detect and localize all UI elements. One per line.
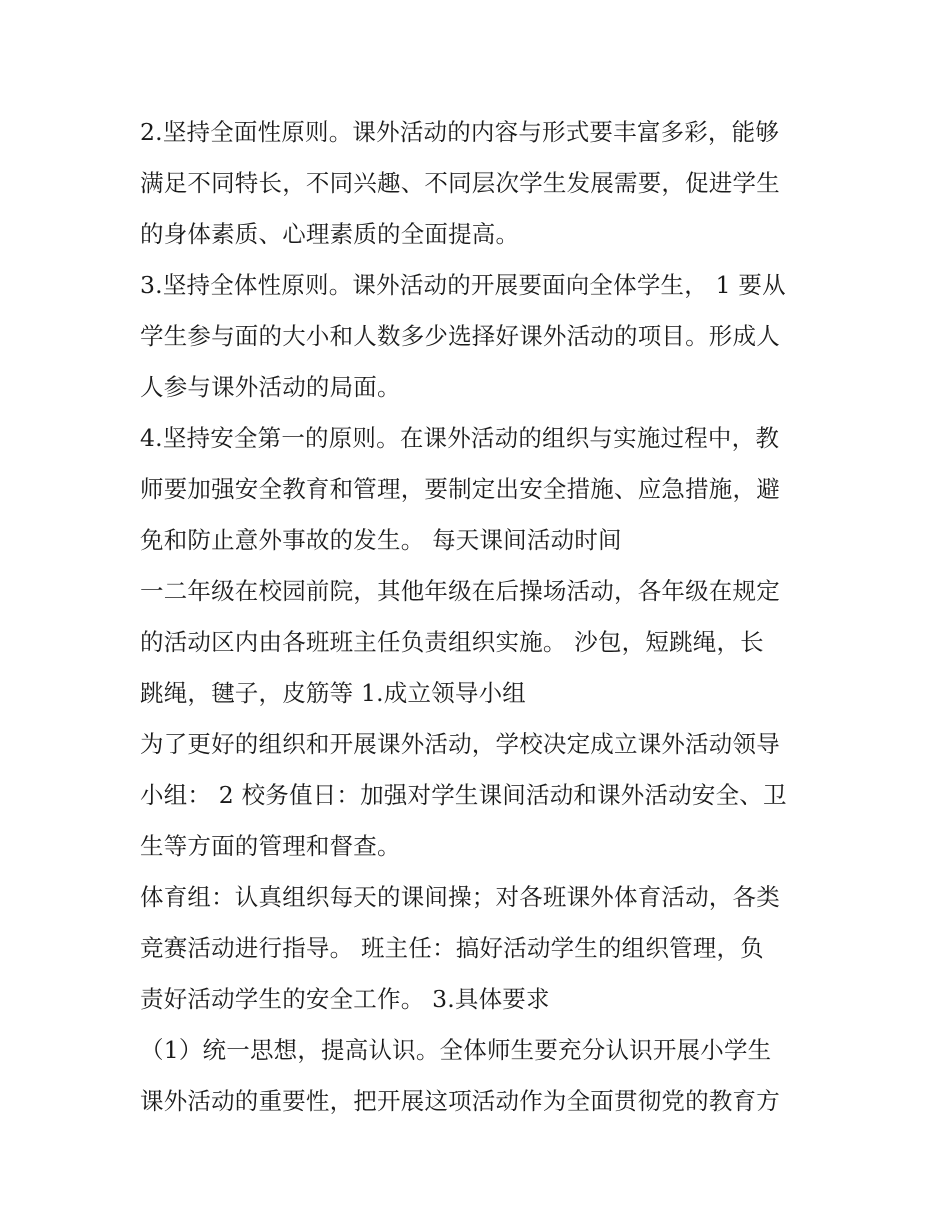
text-line-6: 人参与课外活动的局面。: [140, 373, 401, 401]
text-line-19: （1）统一思想，提高认识。全体师生要充分认识开展小学生: [140, 1036, 772, 1064]
text-line-11: 的活动区内由各班班主任负责组织实施。 沙包，短跳绳，长: [140, 628, 764, 656]
text-line-20: 课外活动的重要性，把开展这项活动作为全面贯彻党的教育方: [140, 1087, 780, 1115]
text-line-4: 3.坚持全体性原则。课外活动的开展要面向全体学生， 1 要从: [140, 271, 786, 299]
text-line-9: 免和防止意外事故的发生。 每天课间活动时间: [140, 526, 622, 554]
text-line-7: 4.坚持安全第一的原则。在课外活动的组织与实施过程中，教: [140, 424, 780, 452]
text-line-5: 学生参与面的大小和人数多少选择好课外活动的项目。形成人: [140, 322, 780, 350]
text-line-17: 竞赛活动进行指导。 班主任：搞好活动学生的组织管理，负: [140, 934, 764, 962]
text-line-14: 小组： 2 校务值日：加强对学生课间活动和课外活动安全、卫: [140, 781, 787, 809]
text-line-12: 跳绳，毽子，皮筋等 1.成立领导小组: [140, 679, 526, 707]
text-line-15: 生等方面的管理和督查。: [140, 832, 401, 860]
text-line-10: 一二年级在校园前院，其他年级在后操场活动，各年级在规定: [140, 577, 780, 605]
text-line-18: 责好活动学生的安全工作。 3.具体要求: [140, 985, 550, 1013]
text-line-1: 2.坚持全面性原则。课外活动的内容与形式要丰富多彩，能够: [140, 118, 780, 146]
text-line-2: 满足不同特长，不同兴趣、不同层次学生发展需要，促进学生: [140, 169, 780, 197]
text-line-13: 为了更好的组织和开展课外活动，学校决定成立课外活动领导: [140, 730, 780, 758]
document-body: [140, 107, 820, 1127]
text-line-8: 师要加强安全教育和管理，要制定出安全措施、应急措施，避: [140, 475, 780, 503]
text-line-3: 的身体素质、心理素质的全面提高。: [140, 220, 520, 248]
text-line-16: 体育组：认真组织每天的课间操；对各班课外体育活动，各类: [140, 883, 780, 911]
